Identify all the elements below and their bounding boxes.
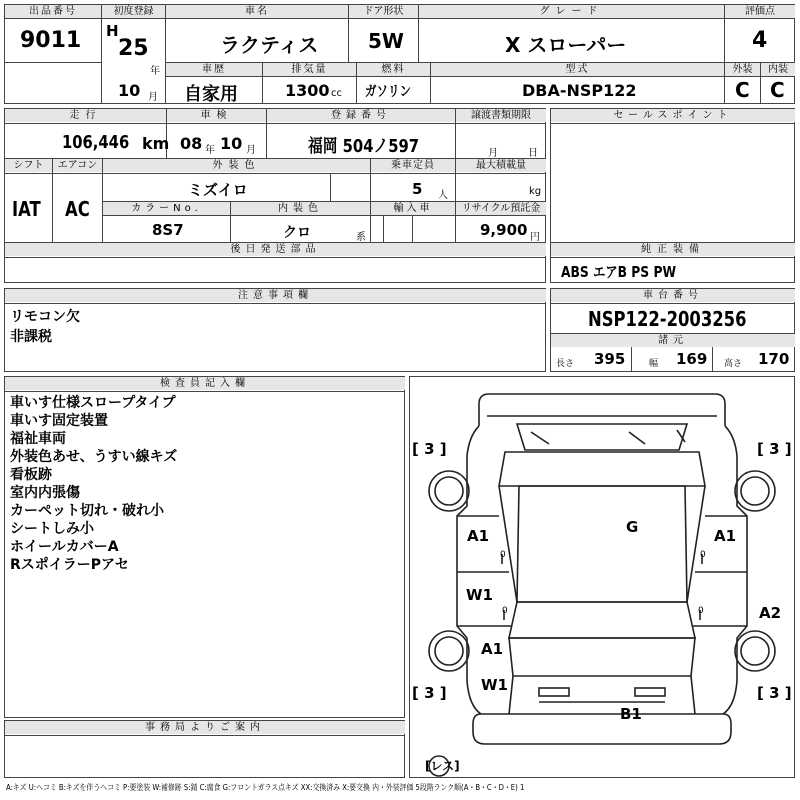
width-value: 169 — [676, 350, 708, 368]
inspector-note-3: 福祉車両 — [10, 431, 66, 447]
exterior-label: 外装 — [725, 63, 760, 76]
color-number: 8S7 — [152, 221, 184, 239]
length-label: 長さ — [556, 359, 575, 369]
inspector-note-6: 室内内張傷 — [10, 485, 80, 501]
displacement-unit: cc — [331, 88, 342, 99]
inspector-note-8: シートしみ小 — [10, 521, 94, 537]
shift-label: シフト — [5, 159, 52, 172]
interior-label: 内装 — [761, 63, 795, 76]
month-unit: 月 — [148, 92, 158, 103]
air-conditioner: AC — [65, 197, 90, 221]
width-label: 幅 — [649, 359, 659, 369]
reg-year: 25 — [118, 36, 149, 61]
load-label: 最大積載量 — [456, 159, 546, 172]
mileage: 106,446 — [62, 132, 130, 153]
import-label: 輸入車 — [371, 202, 455, 215]
specs-label: 諸元 — [551, 334, 795, 347]
length-value: 395 — [594, 350, 626, 368]
chassis-number: NSP122-2003256 — [588, 307, 747, 331]
capacity: 5 — [412, 180, 423, 198]
inspection-month: 10 — [220, 134, 243, 153]
load-unit: kg — [529, 186, 542, 197]
mark-front-left-door: A1 — [467, 527, 490, 545]
shift: IAT — [12, 197, 41, 221]
interior-color-label: 内装色 — [231, 202, 370, 215]
recycle-deposit: 9,900 — [480, 221, 528, 239]
era: H — [106, 22, 119, 40]
capacity-label: 乗車定員 — [371, 159, 455, 172]
zero-right-front: 0 — [700, 550, 706, 560]
mark-rear-left-door: W1 — [466, 586, 493, 604]
mark-left-rear-corner: W1 — [481, 676, 508, 694]
inspection-year-unit: 年 — [205, 145, 215, 156]
zero-right-rear: 0 — [698, 606, 704, 616]
score-label: 評価点 — [725, 5, 795, 18]
car-name: ラクティス — [220, 33, 319, 57]
history-label: 車歴 — [166, 63, 262, 76]
displacement-label: 排気量 — [263, 63, 356, 76]
capacity-unit: 人 — [438, 190, 448, 201]
ac-label: エアコン — [53, 159, 102, 172]
year-unit: 年 — [150, 66, 160, 77]
later-parts-label: 後日発送部品 — [5, 243, 546, 256]
notes-line-1: リモコン欠 — [10, 309, 80, 325]
grade-label: グレード — [419, 5, 724, 18]
height-label: 高さ — [724, 359, 743, 369]
inspector-note-5: 看板跡 — [10, 467, 52, 483]
fuel-label: 燃料 — [357, 63, 430, 76]
inspector-note-1: 車いす仕様スロープタイプ — [10, 395, 176, 411]
color-label: 外装色 — [103, 159, 370, 172]
mark-bottom-right-wheel: [ 3 ] — [757, 684, 792, 702]
exterior-grade: C — [735, 78, 750, 102]
mark-rear-bumper: B1 — [620, 705, 642, 723]
car-name-label: 車名 — [166, 5, 348, 18]
displacement: 1300 — [285, 81, 330, 100]
grade: X スローパー — [505, 33, 627, 57]
equipment: ABS エアB PS PW — [561, 263, 677, 281]
color-no-label: カラーNo. — [103, 202, 230, 215]
mark-top-left-wheel: [ 3 ] — [412, 440, 447, 458]
transfer-month-unit: 月 — [488, 148, 498, 159]
interior-grade: C — [770, 78, 785, 102]
mark-left-quarter: A1 — [481, 640, 504, 658]
recycle-label: リサイクル預託金 — [456, 202, 546, 215]
mileage-unit: km — [142, 134, 170, 153]
interior-color-unit: 系 — [356, 232, 366, 243]
lot-number: 9011 — [20, 28, 82, 53]
transfer-label: 譲渡書類期限 — [456, 109, 546, 122]
notes-line-2: 非課税 — [10, 329, 52, 345]
height-value: 170 — [758, 350, 790, 368]
car-history: 自家用 — [184, 84, 238, 105]
model-label: 型式 — [431, 63, 724, 76]
score: 4 — [752, 28, 768, 53]
first-reg-label: 初度登録 — [102, 5, 165, 18]
sales-point-label: セールスポイント — [551, 109, 795, 122]
inspection-year: 08 — [180, 134, 203, 153]
legend: A:キズ U:ヘコミ B:キズを伴うヘコミ P:要塗装 W:補修跡 S:錆 C:腐食 G:フロントガラス点キズ XX:交換済み X:要交換 内・外装評価 5段階ランク順(A・B・C・D・E) 1 — [6, 783, 525, 792]
inspector-note-4: 外装色あせ、うすい線キズ — [10, 449, 178, 465]
inspector-note-9: ホイールカバーA — [10, 539, 119, 555]
mark-front-right-door: A1 — [714, 527, 737, 545]
recycle-unit: 円 — [530, 232, 540, 243]
plate-label: 登録番号 — [267, 109, 455, 122]
mark-spare-tire: [レス] — [425, 759, 460, 773]
interior-color: クロ — [283, 225, 311, 241]
fuel: ガソリン — [365, 84, 411, 100]
inspector-note-2: 車いす固定装置 — [10, 413, 108, 429]
reg-month: 10 — [118, 81, 141, 100]
door-label: ドア形状 — [349, 5, 418, 18]
zero-left-rear: 0 — [502, 606, 508, 616]
inspector-note-10: RスポイラーPアセ — [10, 557, 129, 573]
mark-bottom-left-wheel: [ 3 ] — [412, 684, 447, 702]
mark-rear-right-quarter: A2 — [759, 604, 782, 622]
inspection-label: 車検 — [167, 109, 266, 122]
office-label: 事務局よりご案内 — [5, 721, 405, 734]
zero-left-front: 0 — [500, 550, 506, 560]
chassis-label: 車台番号 — [551, 289, 795, 302]
inspector-label: 検査員記入欄 — [5, 377, 405, 390]
car-diagram — [409, 376, 795, 778]
model: DBA-NSP122 — [522, 81, 637, 100]
mark-top-right-wheel: [ 3 ] — [757, 440, 792, 458]
mileage-label: 走行 — [5, 109, 166, 122]
inspection-month-unit: 月 — [246, 145, 256, 156]
exterior-color: ミズイロ — [188, 181, 248, 199]
inspector-note-7: カーペット切れ・破れ小 — [10, 503, 164, 519]
transfer-day-unit: 日 — [528, 148, 538, 159]
mark-roof: G — [626, 518, 639, 536]
door-type: 5W — [368, 29, 404, 53]
notes-label: 注意事項欄 — [5, 289, 546, 302]
plate-number: 福岡 504ノ597 — [308, 136, 420, 157]
lot-label: 出品番号 — [5, 5, 101, 18]
equipment-label: 純正装備 — [551, 243, 795, 256]
